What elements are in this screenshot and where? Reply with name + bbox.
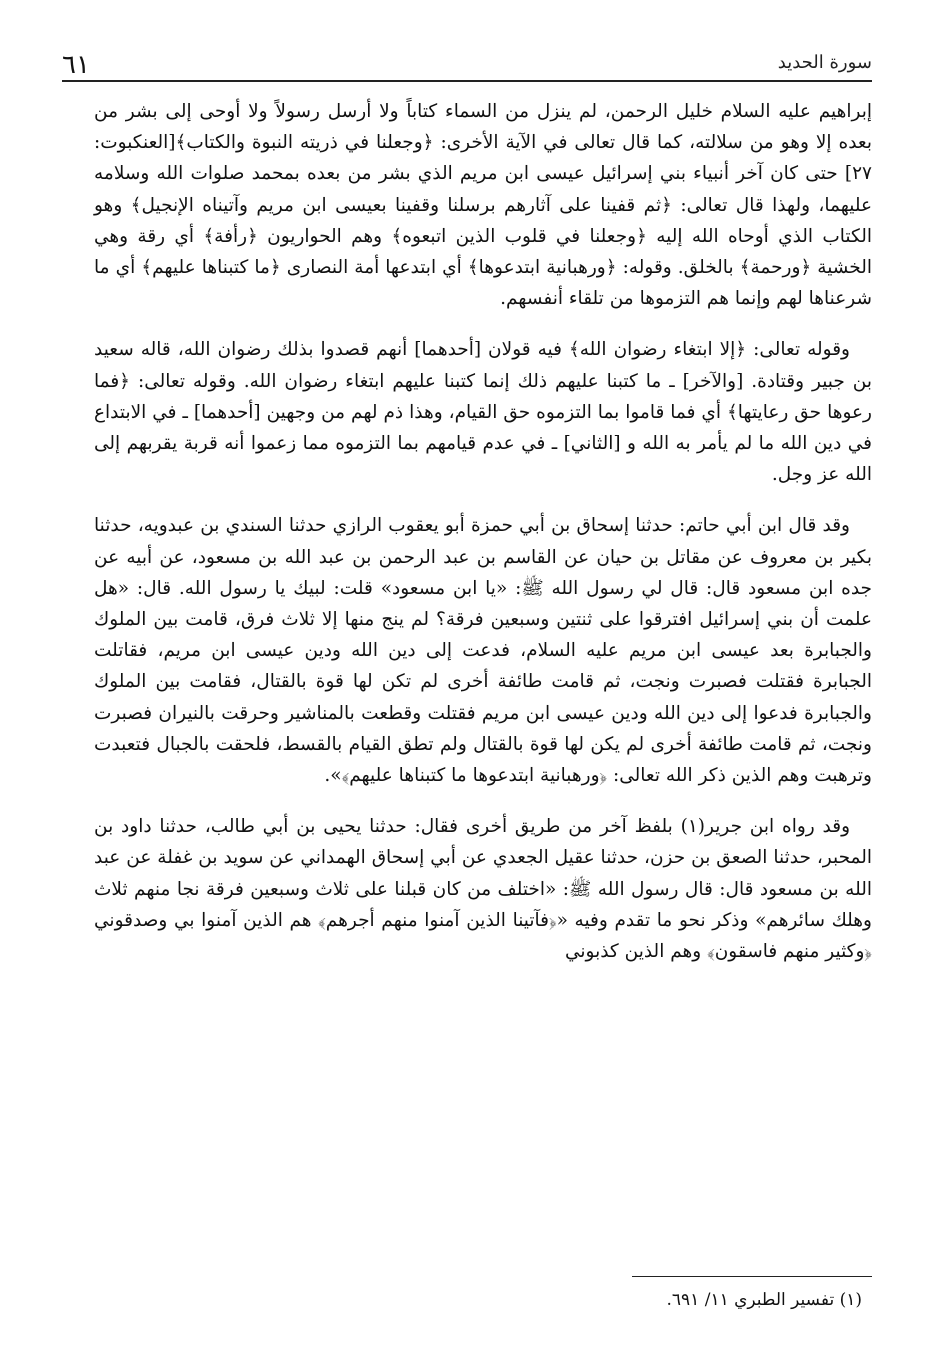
footnote-divider	[632, 1276, 872, 1277]
paragraph-1: إبراهيم عليه السلام خليل الرحمن، لم ينزل من السماء كتاباً ولا أرسل رسولاً ولا أوحى إلى بشر من بعده إلا وهو من سلالته، كما قال تعالى في الآية الأخرى: ﴿وجعلنا في ذريته النبوة والكتاب﴾[العنكبوت: ٢٧] حتى كان آخر أنبياء بني إسرائيل عيسى ابن مريم الذي بشر من بعده بمحمد صلوات الله وسلامه عليهما، ولهذا قال تعالى: ﴿ثم قفينا على آثارهم برسلنا وقفينا بعيسى ابن مريم وآتيناه الإنجيل﴾ وهو الكتاب الذي أوحاه الله إليه ﴿وجعلنا في قلوب الذين اتبعوه﴾ وهم الحواريون ﴿رأفة﴾ أي رقة وهي الخشية ﴿ورحمة﴾ بالخلق. وقوله: ﴿ورهبانية ابتدعوها﴾ أي ابتدعها أمة النصارى ﴿ما كتبناها عليهم﴾ أي ما شرعناها لهم وإنما هم التزموها من تلقاء أنفسهم.	[94, 101, 872, 310]
footnote: (١) تفسير الطبري ١١/ ٦٩١.	[666, 1290, 862, 1310]
paragraph-2: وقوله تعالى: ﴿إلا ابتغاء رضوان الله﴾ فيه قولان [أحدهما] أنهم قصدوا بذلك رضوان الله، قاله سعيد بن جبير وقتادة. [والآخر] ـ ما كتبنا عليهم ذلك إنما كتبنا عليهم ابتغاء رضوان الله. وقوله تعالى: ﴿فما رعوها حق رعايتها﴾ أي فما قاموا بما التزموه حق القيام، وهذا ذم لهم من وجهين [أحدهما] ـ في الابتداع في دين الله ما لم يأمر به الله و [الثاني] ـ في عدم قيامهم بما التزموه مما زعموا أنه قربة يقربهم إلى الله عز وجل.	[94, 339, 872, 486]
running-title: سورة الحديد	[777, 52, 872, 73]
page-body	[94, 96, 872, 987]
paragraph-3: وقد قال ابن أبي حاتم: حدثنا إسحاق بن أبي حمزة أبو يعقوب الرازي حدثنا السندي بن عبدويه، حدثنا بكير بن معروف عن مقاتل بن حيان عن القاسم بن عبد الرحمن بن عبد الله بن مسعود، عن أبيه عن جده ابن مسعود قال: قال لي رسول الله ﷺ: «يا ابن مسعود» قلت: لبيك يا رسول الله. قال: «هل علمت أن بني إسرائيل افترقوا على ثنتين وسبعين فرقة؟ لم ينج منها إلا ثلاث فرق، قامت بين الملوك والجبابرة بعد عيسى ابن مريم عليه السلام، فدعت إلى دين الله ودين عيسى ابن مريم، فقاتلت الجبابرة فقتلت فصبرت ونجت، ثم قامت طائفة أخرى لم تكن لها قوة بالقتال، فقامت بين الملوك والجبابرة فدعوا إلى دين الله ودين عيسى ابن مريم فقتلت وقطعت بالمناشير وحرقت بالنيران فصبرت ونجت، ثم قامت طائفة أخرى لم يكن لها قوة بالقتال ولم تطق القيام بالقسط، فلحقت بالجبال فتعبدت وترهبت وهم الذين ذكر الله تعالى: ﴿ورهبانية ابتدعوها ما كتبناها عليهم﴾».	[94, 515, 872, 787]
page-number: ٦١	[62, 50, 90, 80]
paragraph-4: وقد رواه ابن جرير(١) بلفظ آخر من طريق أخرى فقال: حدثنا يحيى بن أبي طالب، حدثنا داود بن المحبر، حدثنا الصعق بن حزن، حدثنا عقيل الجعدي عن أبي إسحاق الهمداني عن سويد بن غفلة عن عبد الله بن مسعود قال: قال رسول الله ﷺ: «اختلف من كان قبلنا على ثلاث وسبعين فرقة نجا منهم ثلاث وهلك سائرهم» وذكر نحو ما تقدم وفيه «﴿فآتينا الذين آمنوا منهم أجرهم﴾ هم الذين آمنوا بي وصدقوني ﴿وكثير منهم فاسقون﴾ وهم الذين كذبوني	[94, 816, 872, 963]
page-header	[62, 42, 872, 82]
